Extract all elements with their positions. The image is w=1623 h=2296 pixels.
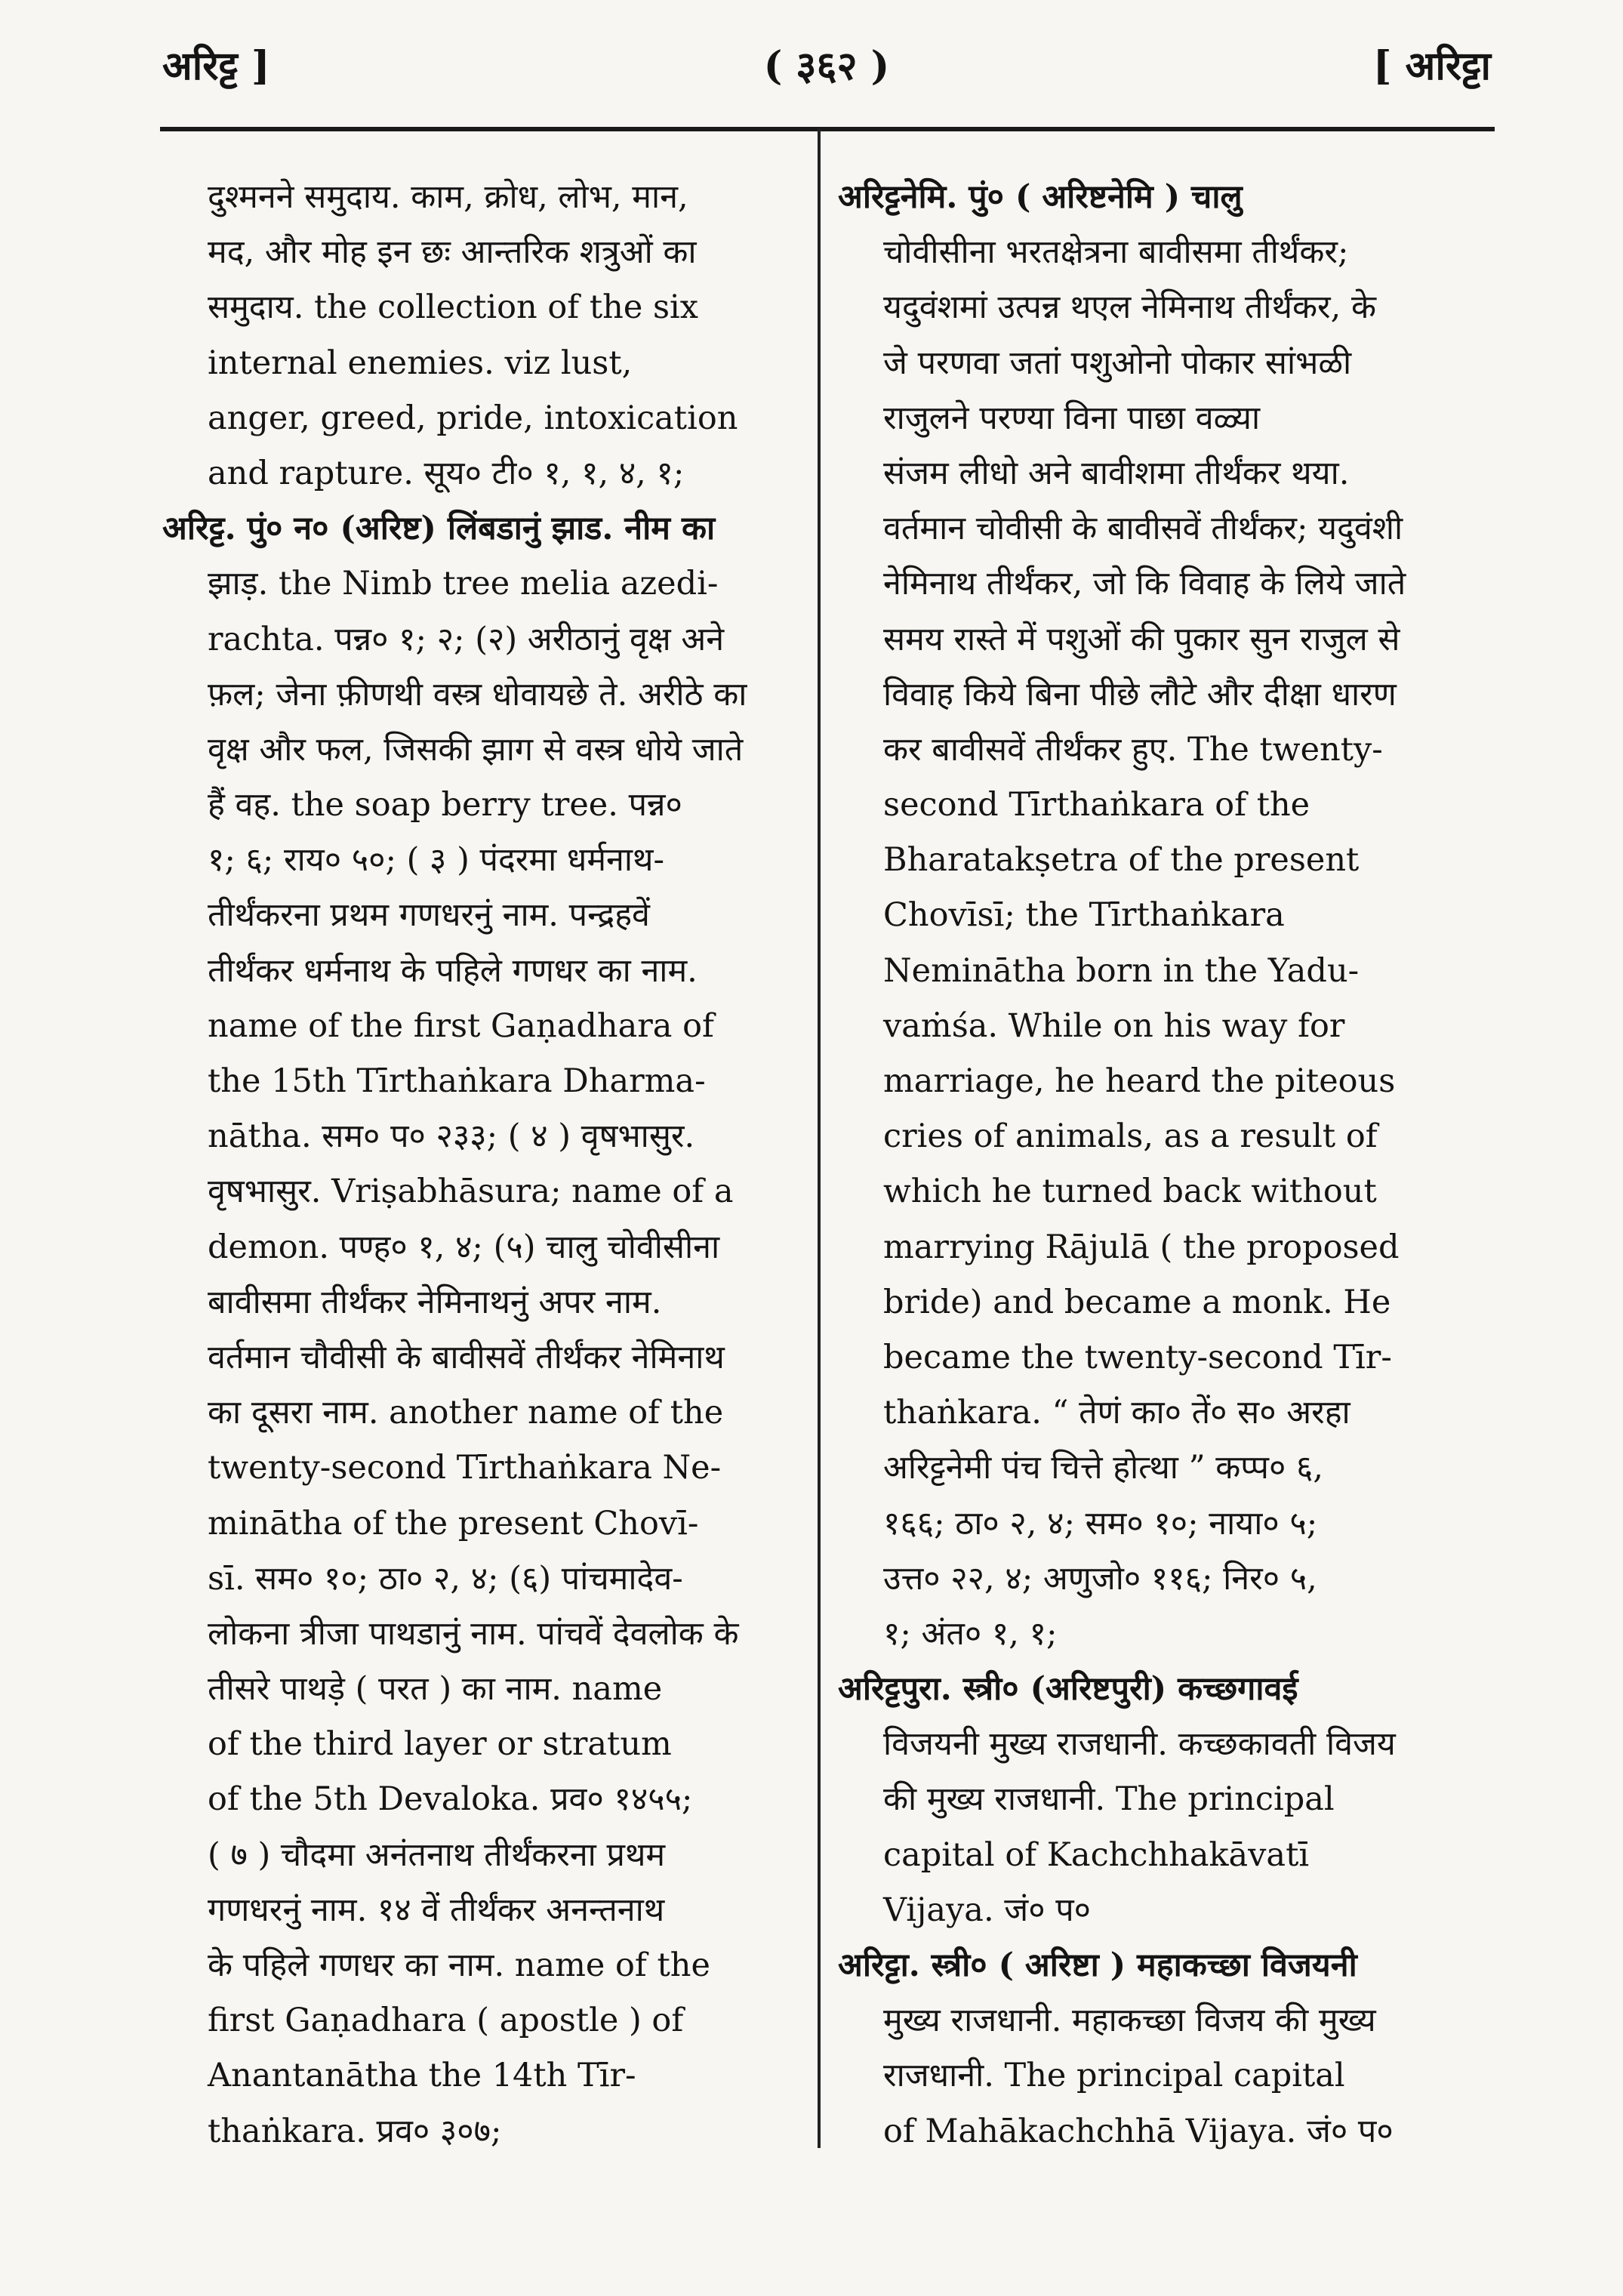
text-line: Neminātha born in the Yadu- — [883, 951, 1360, 990]
text-line: marriage, he heard the piteous — [883, 1062, 1396, 1100]
text-line: समय रास्ते में पशुओं की पुकार सुन राजुल से — [883, 620, 1400, 658]
text-line: चोवीसीना भरतक्षेत्रना बावीसमा तीर्थंकर; — [883, 233, 1349, 272]
text-line: Anantanātha the 14th Tīr- — [208, 2057, 636, 2095]
left-column — [162, 170, 800, 2159]
text-line: वृक्ष और फल, जिसकी झाग से वस्त्र धोये जाते — [208, 730, 744, 769]
text-line: internal enemies. viz lust, — [208, 344, 633, 382]
text-line: which he turned back without — [883, 1173, 1377, 1211]
text-line: हैं वह. the soap berry tree. पन्न० — [208, 786, 682, 824]
text-line: वर्तमान चौवीसी के बावीसवें तीर्थंकर नेमिनाथ — [208, 1338, 725, 1376]
text-line: rachta. पन्न० १; २; (२) अरीठानुं वृक्ष अने — [208, 620, 725, 658]
text-line: cries of animals, as a result of — [883, 1117, 1378, 1156]
text-line: twenty-second Tīrthaṅkara Ne- — [208, 1449, 722, 1487]
text-line: तीर्थंकरना प्रथम गणधरनुं नाम. पन्द्रहवें — [208, 896, 650, 935]
text-line: १; ६; राय० ५०; ( ३ ) पंदरमा धर्मनाथ- — [208, 841, 665, 880]
text-line: राजुलने परण्या विना पाछा वळ्या — [883, 399, 1261, 437]
text-line: कर बावीसवें तीर्थंकर हुए. The twenty- — [883, 730, 1383, 769]
text-line: of Mahākachchhā Vijaya. जं० प० — [883, 2112, 1394, 2150]
entry-headword-aritthaa: अरिट्टा. स्त्री० ( अरिष्टा ) महाकच्छा विजयनी — [838, 1946, 1357, 1984]
text-line: झाड़. the Nimb tree melia azedi- — [208, 565, 719, 603]
text-line: वर्तमान चोवीसी के बावीसवें तीर्थंकर; यदुवंशी — [883, 510, 1403, 548]
text-line: वृषभासुर. Vriṣabhāsura; name of a — [208, 1173, 734, 1211]
text-line: vaṁśa. While on his way for — [883, 1006, 1345, 1045]
text-line: राजधानी. The principal capital — [883, 2057, 1345, 2095]
text-line: Bharatakṣetra of the present — [883, 841, 1360, 880]
entry-headword-aritthapura: अरिट्टपुरा. स्त्री० (अरिष्टपुरी) कच्छगावई — [838, 1670, 1298, 1709]
text-line: १६६; ठा० २, ४; सम० १०; नाया० ५; — [883, 1504, 1318, 1542]
text-line: became the twenty-second Tīr- — [883, 1338, 1392, 1376]
page-header — [162, 30, 1491, 98]
text-line: लोकना त्रीजा पाथडानुं नाम. पांचवें देवलोक के — [208, 1614, 739, 1653]
text-line: second Tīrthaṅkara of the — [883, 786, 1310, 824]
text-line: sī. सम० १०; ठा० २, ४; (६) पांचमादेव- — [208, 1559, 683, 1598]
text-line: विवाह किये बिना पीछे लौटे और दीक्षा धारण — [883, 675, 1397, 713]
page-number: ( ३६२ ) — [763, 43, 890, 89]
text-line: समुदाय. the collection of the six — [208, 288, 699, 327]
text-line: bride) and became a monk. He — [883, 1283, 1391, 1321]
text-line: नेमिनाथ तीर्थंकर, जो कि विवाह के लिये जाते — [883, 565, 1406, 603]
text-line: तीर्थंकर धर्मनाथ के पहिले गणधर का नाम. — [208, 951, 698, 990]
text-line: name of the first Gaṇadhara of — [208, 1006, 714, 1045]
text-line: का दूसरा नाम. another name of the — [208, 1394, 724, 1432]
text-line: ( ७ ) चौदमा अनंतनाथ तीर्थंकरना प्रथम — [208, 1835, 666, 1874]
text-line: and rapture. सूय० टी० १, १, ४, १; — [208, 454, 685, 492]
text-line: nātha. सम० प० २३३; ( ४ ) वृषभासुर. — [208, 1117, 695, 1156]
text-line: the 15th Tīrthaṅkara Dharma- — [208, 1062, 706, 1100]
text-line: thaṅkara. प्रव० ३०७; — [208, 2112, 502, 2150]
text-line: of the 5th Devaloka. प्रव० १४५५; — [208, 1780, 693, 1819]
text-line: marrying Rājulā ( the proposed — [883, 1228, 1400, 1266]
text-line: गणधरनुं नाम. १४ वें तीर्थंकर अनन्तनाथ — [208, 1891, 665, 1929]
text-line: तीसरे पाथड़े ( परत ) का नाम. name — [208, 1670, 663, 1709]
entry-headword-aritthanemi: अरिट्टनेमि. पुं० ( अरिष्टनेमि ) चालु — [838, 178, 1243, 216]
text-line: यदुवंशमां उत्पन्न थएल नेमिनाथ तीर्थंकर, के — [883, 288, 1376, 327]
text-line: के पहिले गणधर का नाम. name of the — [208, 1946, 710, 1984]
text-line: demon. पण्ह० १, ४; (५) चालु चोवीसीना — [208, 1228, 720, 1266]
header-left-guide-word: अरिट्ट ] — [162, 43, 270, 89]
text-line: anger, greed, pride, intoxication — [208, 399, 738, 437]
text-line: minātha of the present Chovī- — [208, 1504, 699, 1542]
text-line: capital of Kachchhakāvatī — [883, 1835, 1310, 1874]
text-line: जे परणवा जतां पशुओनो पोकार सांभळी — [883, 344, 1352, 382]
header-rule — [160, 127, 1495, 131]
text-line: विजयनी मुख्य राजधानी. कच्छकावती विजय — [883, 1725, 1396, 1764]
header-right-guide-word: [ अरिट्टा — [1372, 43, 1491, 89]
text-line: Vijaya. जं० प० — [883, 1891, 1092, 1929]
text-line: मुख्य राजधानी. महाकच्छा विजय की मुख्य — [883, 2002, 1376, 2040]
text-line: मद, और मोह इन छः आन्तरिक शत्रुओं का — [208, 233, 697, 272]
text-line: की मुख्य राजधानी. The principal — [883, 1780, 1335, 1819]
text-line: Chovīsī; the Tīrthaṅkara — [883, 896, 1285, 935]
text-line: संजम लीधो अने बावीशमा तीर्थंकर थया. — [883, 454, 1350, 492]
text-line: उत्त० २२, ४; अणुजो० ११६; निर० ५, — [883, 1559, 1317, 1598]
text-line: फ़ल; जेना फ़ीणथी वस्त्र धोवायछे ते. अरीठे का — [208, 675, 747, 713]
right-column — [838, 170, 1487, 2159]
text-line: दुश्मनने समुदाय. काम, क्रोध, लोभ, मान, — [208, 178, 688, 216]
text-line: बावीसमा तीर्थंकर नेमिनाथनुं अपर नाम. — [208, 1283, 662, 1321]
text-line: first Gaṇadhara ( apostle ) of — [208, 2002, 684, 2040]
column-divider — [818, 128, 821, 2148]
text-line: अरिट्टनेमी पंच चित्ते होत्था ” कप्प० ६, — [883, 1449, 1324, 1487]
text-line: thaṅkara. “ तेणं का० तें० स० अरहा — [883, 1394, 1350, 1432]
text-line: of the third layer or stratum — [208, 1725, 672, 1764]
entry-headword-arittha: अरिट्ट. पुं० न० (अरिष्ट) लिंबडानुं झाड. नीम का — [162, 510, 716, 548]
text-line: १; अंत० १, १; — [883, 1614, 1058, 1653]
